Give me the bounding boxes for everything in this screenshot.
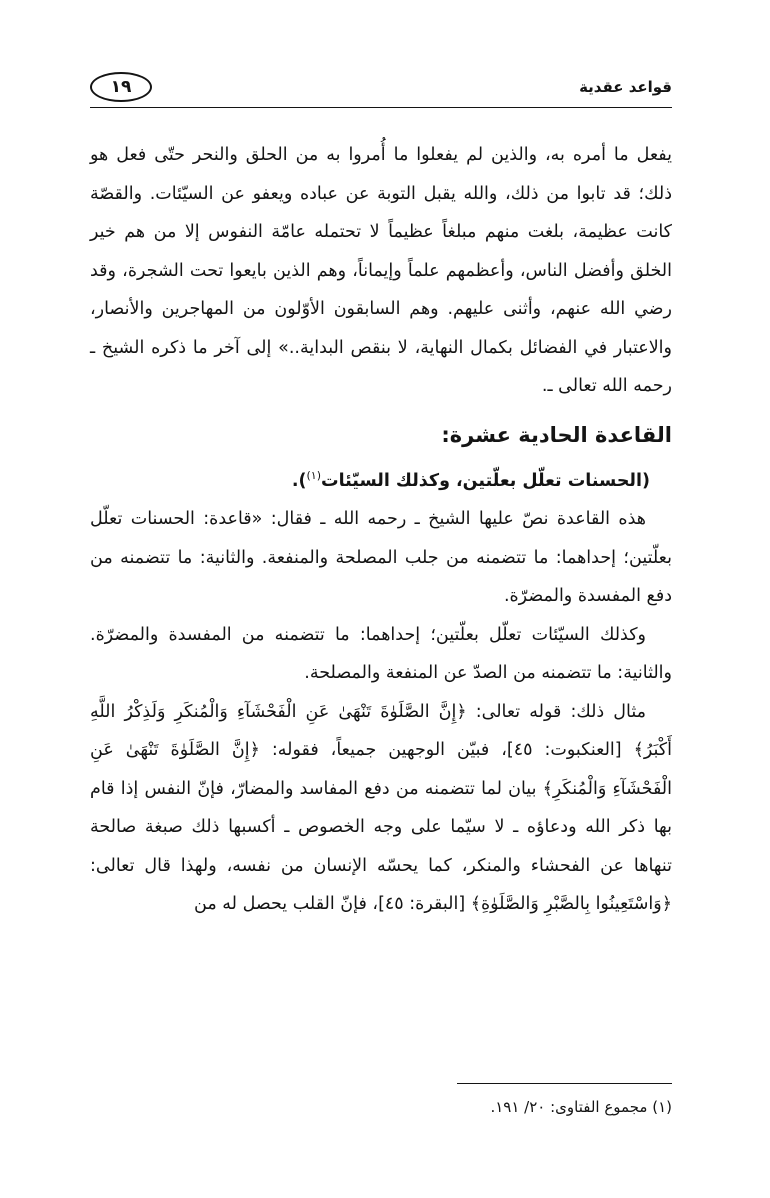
header-divider [90, 107, 672, 108]
rule-close-bracket: ). [291, 470, 307, 491]
body-paragraph: مثال ذلك: قوله تعالى: ﴿إِنَّ الصَّلَوٰةَ تَنْهَىٰ عَنِ الْفَحْشَآءِ وَالْمُنكَرِ وَلَذِكْرُ اللَّهِ أَكْبَرُ﴾ [العنكبوت: ٤٥]، فبيّن الوجهين جميعاً، فقوله: ﴿إِنَّ الصَّلَوٰةَ تَنْهَىٰ عَنِ الْفَحْشَآءِ وَالْمُنكَرِ﴾ بيان لما تتضمنه من دفع المفاسد والمضارّ، فإنّ النفس إذا قام بها ذكر الله ودعاؤه ـ لا سيّما على وجه الخصوص ـ أكسبها ذلك صبغة صالحة تنهاها عن الفحشاء والمنكر، كما يحسّه الإنسان من نفسه، ولهذا قال تعالى: ﴿وَاسْتَعِينُوا بِالصَّبْرِ وَالصَّلَوٰةِ﴾ [البقرة: ٤٥]، فإنّ القلب يحصل له من [90, 701, 672, 915]
rule-statement [90, 456, 650, 501]
body-paragraph: يفعل ما أمره به، والذين لم يفعلوا ما أُمروا به من الحلق والنحر حتّى فعل هو ذلك؛ قد تابوا من ذلك، والله يقبل التوبة عن عباده ويعفو عن السيّئات. والقصّة كانت عظيمة، بلغت منهم مبلغاً عظيماً لا تحتمله عامّة النفوس إلا من هم خير الخلق وأفضل الناس، وأعظمهم علماً وإيماناً، وهم الذين بايعوا تحت الشجرة، وقد رضي الله عنهم، وأثنى عليهم. وهم السابقون الأوّلون من المهاجرين والأنصار، والاعتبار في الفضائل بكمال النهاية، لا بنقص البداية..» إلى آخر ما ذكره الشيخ ـ رحمه الله تعالى ـ. [90, 145, 672, 396]
footnote-reference: (١) [306, 468, 321, 482]
page-number: ١٩ [90, 72, 152, 102]
running-header [90, 70, 672, 110]
rule-open-bracket: ( [642, 470, 650, 491]
body-paragraph: وكذلك السيّئات تعلّل بعلّتين؛ إحداهما: ما تتضمنه من المفسدة والمضرّة. والثانية: ما تتضمنه من الصدّ عن المنفعة والمصلحة. [90, 624, 672, 684]
header-title: قواعد عقدية [579, 78, 672, 96]
page-body [90, 136, 672, 924]
footnote: (١) مجموع الفتاوى: ٢٠/ ١٩١. [490, 1098, 672, 1116]
section-heading: القاعدة الحادية عشرة: [441, 422, 672, 447]
rule-statement-text: الحسنات تعلّل بعلّتين، وكذلك السيّئات [321, 470, 642, 491]
footnote-divider [457, 1083, 672, 1084]
body-paragraph: هذه القاعدة نصّ عليها الشيخ ـ رحمه الله ـ فقال: «قاعدة: الحسنات تعلّل بعلّتين؛ إحداهما: ما تتضمنه من جلب المصلحة والمنفعة. والثانية: ما تتضمنه من دفع المفسدة والمضرّة. [90, 509, 672, 607]
